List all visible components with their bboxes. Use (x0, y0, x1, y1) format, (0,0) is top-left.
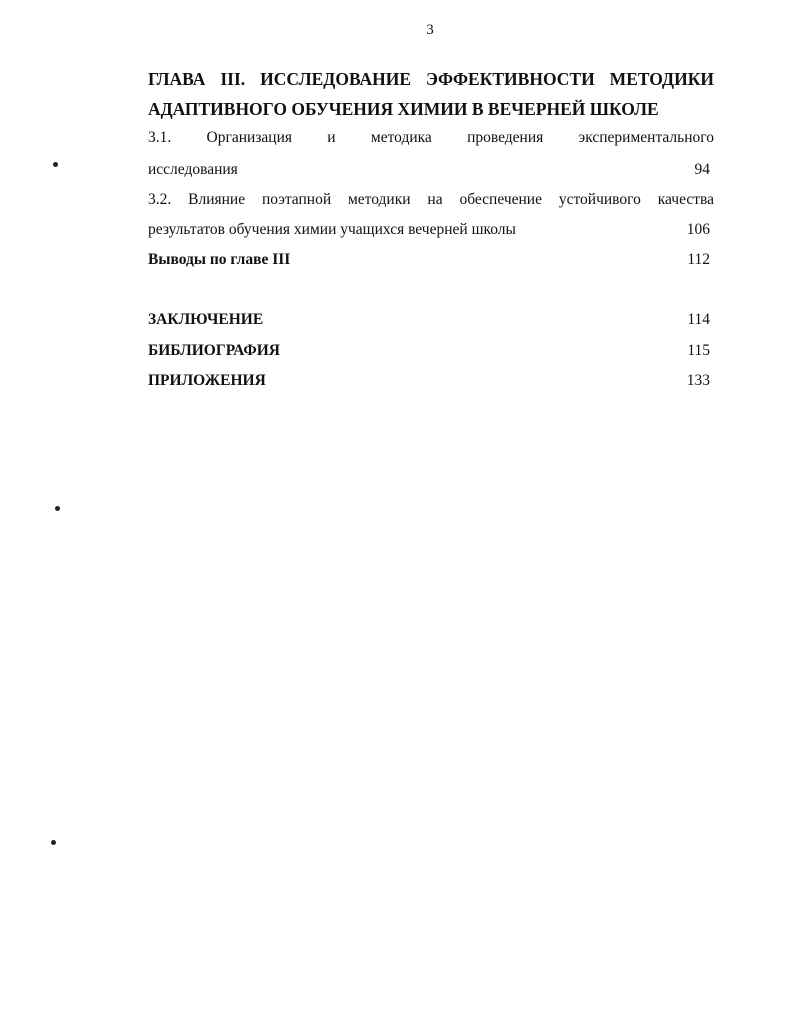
toc-item-3-1-text-1: 3.1. Организация и методика проведения экспериментального (148, 129, 714, 146)
toc-item-conclusion (148, 310, 714, 330)
toc-item-conclusion-page: 114 (687, 311, 710, 328)
toc-item-3-1-text-2: исследования (148, 161, 238, 178)
toc-item-bibliography (148, 341, 714, 361)
chapter-heading-line-1: ГЛАВА III. ИССЛЕДОВАНИЕ ЭФФЕКТИВНОСТИ МЕТОДИКИ (148, 69, 714, 89)
toc-item-3-1-page: 94 (694, 161, 710, 178)
toc-item-3-1-line-1 (148, 128, 714, 148)
toc-item-conclusion-label: ЗАКЛЮЧЕНИЕ (148, 311, 264, 328)
toc-item-conclusions (148, 250, 714, 270)
toc-item-conclusions-page: 112 (687, 251, 710, 268)
page-number: 3 (426, 22, 434, 38)
toc-item-bibliography-page: 115 (687, 342, 710, 359)
toc-item-appendices (148, 371, 714, 391)
toc-item-3-2-line-2 (148, 220, 714, 240)
toc-item-appendices-label: ПРИЛОЖЕНИЯ (148, 372, 266, 389)
binding-hole-mark (55, 506, 60, 511)
toc-item-conclusions-label: Выводы по главе III (148, 251, 291, 268)
toc-item-3-2-text-2: результатов обучения химии учащихся вечерней школы (148, 221, 516, 238)
toc-item-3-2-page: 106 (686, 221, 710, 238)
toc-item-3-1-line-2 (148, 160, 714, 180)
chapter-heading (148, 64, 714, 124)
toc-item-3-2-text-1: 3.2. Влияние поэтапной методики на обеспечение устойчивого качества (148, 191, 714, 208)
toc-item-appendices-page: 133 (686, 372, 710, 389)
toc-item-3-2-line-1 (148, 190, 714, 210)
binding-hole-mark (51, 840, 56, 845)
binding-hole-mark (53, 162, 58, 167)
chapter-heading-line-2: АДАПТИВНОГО ОБУЧЕНИЯ ХИМИИ В ВЕЧЕРНЕЙ ШКОЛЕ (148, 99, 659, 119)
toc-item-bibliography-label: БИБЛИОГРАФИЯ (148, 342, 280, 359)
